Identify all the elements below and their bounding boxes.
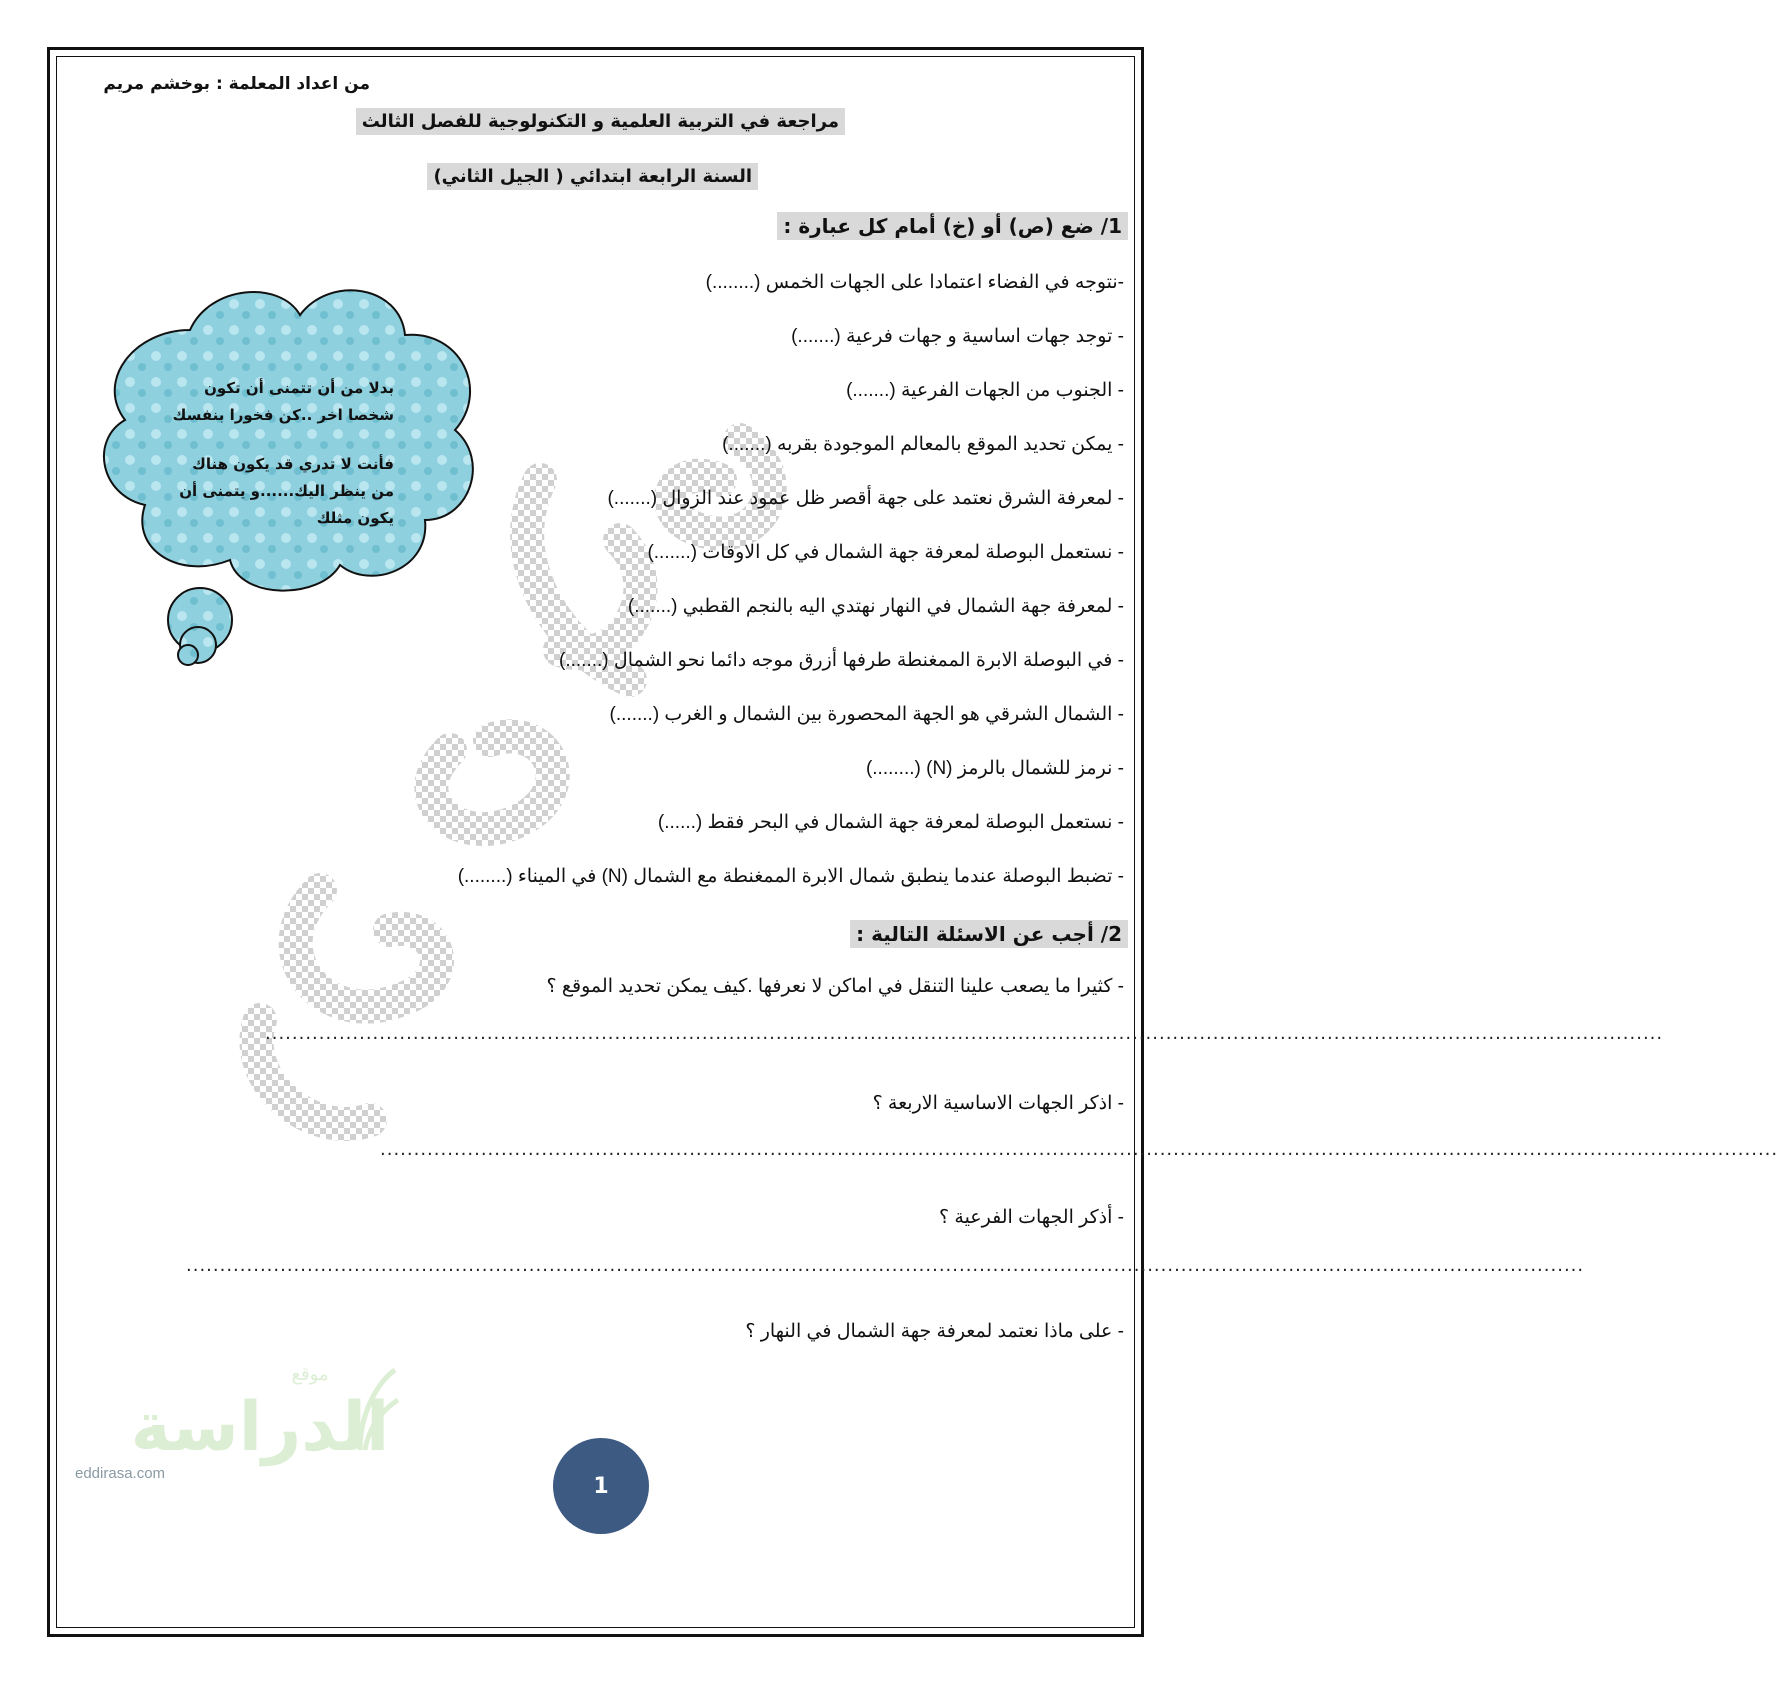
author-line: من اعداد المعلمة : بوخشم مريم: [103, 74, 370, 94]
statement-item: - نرمز للشمال بالرمز (N) (........): [865, 758, 1124, 779]
logo-small-word: موقع: [291, 1364, 329, 1385]
answer-line: ................................................................................................................................................................................................................: [265, 1023, 1664, 1044]
answer-line: ................................................................................................................................................................................................................: [186, 1255, 1585, 1276]
statement-item: - الشمال الشرقي هو الجهة المحصورة بين الشمال و الغرب (.......): [609, 704, 1124, 725]
question-item: - كثيرا ما يصعب علينا التنقل في اماكن لا نعرفها .كيف يمكن تحديد الموقع ؟: [546, 976, 1124, 997]
statement-item: - نستعمل البوصلة لمعرفة جهة الشمال في كل الاوقات (.......): [647, 542, 1124, 563]
statement-item: - يمكن تحديد الموقع بالمعالم الموجودة بقربه (.......): [722, 434, 1124, 455]
cloud-line: شخصا اخر ..كن فخورا بنفسك: [172, 406, 394, 424]
statement-item: - لمعرفة جهة الشمال في النهار نهتدي اليه بالنجم القطبي (.......): [627, 596, 1124, 617]
statement-item: - نستعمل البوصلة لمعرفة جهة الشمال في البحر فقط (......): [657, 812, 1124, 833]
question-item: - اذكر الجهات الاساسية الاربعة ؟: [872, 1093, 1124, 1114]
section-heading-true-false: 1/ ضع (ص) أو (خ) أمام كل عبارة :: [777, 212, 1128, 240]
page-title: مراجعة في التربية العلمية و التكنولوجية للفصل الثالث: [356, 108, 845, 135]
section-heading-questions: 2/ أجب عن الاسئلة التالية :: [850, 920, 1128, 948]
cloud-quote: [160, 375, 394, 532]
cloud-line: يكون مثلك: [316, 509, 394, 527]
question-item: - على ماذا نعتمد لمعرفة جهة الشمال في النهار ؟: [745, 1321, 1124, 1342]
statement-item: - توجد جهات اساسية و جهات فرعية (.......): [791, 326, 1124, 347]
statement-item: -نتوجه في الفضاء اعتمادا على الجهات الخمس (........): [705, 272, 1124, 293]
logo-url: eddirasa.com: [75, 1465, 166, 1482]
cloud-line: بدلا من أن تتمنى أن تكون: [204, 379, 394, 397]
logo-word: الدراسة: [130, 1388, 390, 1467]
statement-item: - في البوصلة الابرة الممغنطة طرفها أزرق موجه دائما نحو الشمال (.......): [559, 650, 1124, 671]
cloud-line: من ينظر اليك......و يتمنى أن: [179, 482, 394, 500]
statement-item: - الجنوب من الجهات الفرعية (.......): [846, 380, 1124, 401]
statement-item: - لمعرفة الشرق نعتمد على جهة أقصر ظل عمود عند الزوال (.......): [607, 488, 1124, 509]
cloud-line: فأنت لا تدري قد يكون هناك: [192, 455, 394, 473]
page-number: 1: [593, 1473, 609, 1499]
question-item: - أذكر الجهات الفرعية ؟: [939, 1207, 1124, 1228]
answer-line: ................................................................................................................................................................................................................: [380, 1139, 1778, 1160]
eddirasa-logo: [60, 1350, 400, 1480]
page-subtitle: السنة الرابعة ابتدائي ( الجيل الثاني): [427, 163, 758, 190]
statement-item: - تضبط البوصلة عندما ينطبق شمال الابرة الممغنطة مع الشمال (N) في الميناء (........): [457, 866, 1124, 887]
page-number-badge: [553, 1438, 649, 1534]
